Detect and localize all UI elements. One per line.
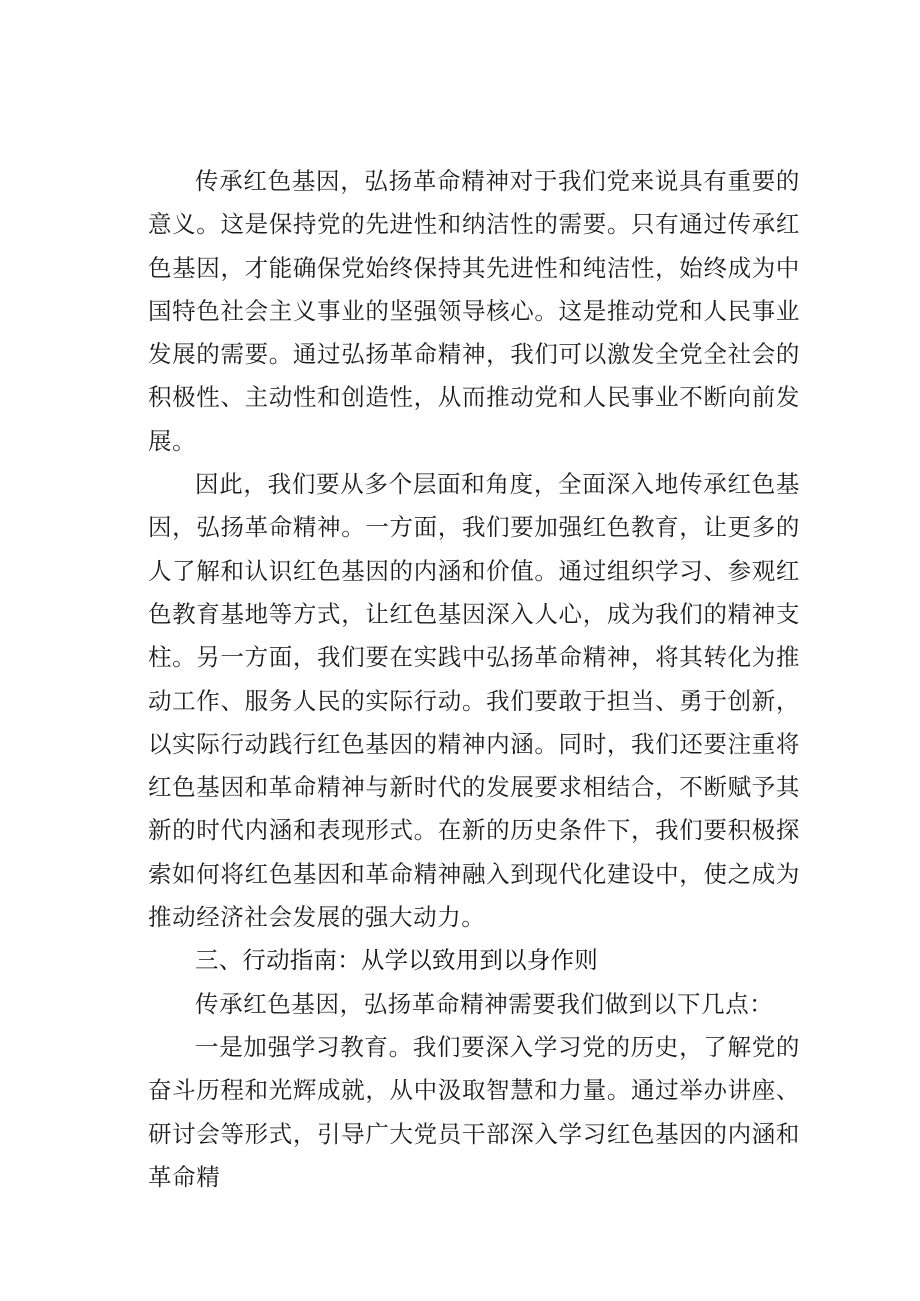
paragraph-significance: 传承红色基因，弘扬革命精神对于我们党来说具有重要的意义。这是保持党的先进性和纳洁性的需要。只有通过传承红色基因，才能确保党始终保持其先进性和纯洁性，始终成为中国特色社会主义事业的坚强领导核心。这是推动党和人民事业发展的需要。通过弘扬革命精神，我们可以激发全党全社会的积极性、主动性和创造性，从而推动党和人民事业不断向前发展。 xyxy=(148,167,800,455)
paragraph-requirements-intro: 传承红色基因，弘扬革命精神需要我们做到以下几点： xyxy=(195,989,774,1018)
document-body xyxy=(148,160,800,1199)
paragraph-multi-level-approach: 因此，我们要从多个层面和角度，全面深入地传承红色基因，弘扬革命精神。一方面，我们要加强红色教育，让更多的人了解和认识红色基因的内涵和价值。通过组织学习、参观红色教育基地等方式，让红色基因深入人心，成为我们的精神支柱。另一方面，我们要在实践中弘扬革命精神，将其转化为推动工作、服务人民的实际行动。我们要敢于担当、勇于创新，以实际行动践行红色基因的精神内涵。同时，我们还要注重将红色基因和革命精神与新时代的发展要求相结合，不断赋予其新的时代内涵和表现形式。在新的历史条件下，我们要积极探索如何将红色基因和革命精神融入到现代化建设中，使之成为推动经济社会发展的强大动力。 xyxy=(148,470,800,932)
section-heading: 三、行动指南：从学以致用到以身作则 xyxy=(195,946,598,975)
paragraph-study-education: 一是加强学习教育。我们要深入学习党的历史，了解党的奋斗历程和光辉成就，从中汲取智慧和力量。通过举办讲座、研讨会等形式，引导广大党员干部深入学习红色基因的内涵和革命精 xyxy=(148,1032,800,1191)
